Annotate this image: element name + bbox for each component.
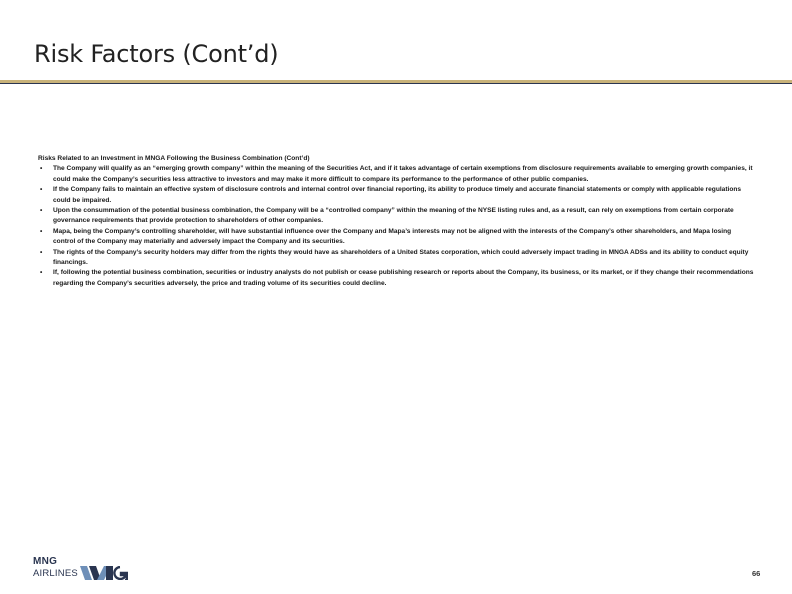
section-heading: Risks Related to an Investment in MNGA Following the Business Combination (Cont’d): [38, 155, 310, 162]
page-number: 66: [752, 569, 761, 578]
bullet-text: If the Company fails to maintain an effective system of disclosure controls and internal control over financial reporting, its ability to produce timely and accurate financial statements or comply with applicable regulations could be impaired.: [53, 186, 742, 204]
bullet-dot-icon: •: [40, 186, 43, 194]
bullet-text: The Company will qualify as an “emerging growth company” within the meaning of the Securities Act, and if it takes advantage of certain exemptions from disclosure requirements available to emerging growth companies, it could make the Company’s securities less attractive to investors and may make it more difficult to compare its performance to the performance of other public companies.: [53, 165, 753, 183]
bullet-text: If, following the potential business combination, securities or industry analysts do not publish or cease publishing research or reports about the Company, its business, or its market, or if they change their recommendations regarding the Company’s securities adversely, the price and trading volume of its securities could decline.: [53, 269, 754, 287]
bullet-item: [38, 185, 754, 206]
bullet-text: Mapa, being the Company’s controlling shareholder, will have substantial influence over the Company and Mapa’s interests may not be aligned with the interests of the Company’s other shareholders, and Mapa losing control of the Company may materially and adversely impact the Company and its securities.: [53, 227, 732, 246]
bullet-dot-icon: •: [40, 269, 43, 277]
bullet-dot-icon: •: [40, 227, 43, 235]
logo-line-airlines: AIRLINES: [33, 568, 78, 579]
bullet-list: [38, 164, 754, 289]
bullet-item: [38, 227, 754, 248]
mng-airlines-logo-mark-icon: [80, 566, 128, 580]
company-logo: [33, 556, 143, 584]
title-divider-navy: [0, 83, 792, 84]
bullet-text: The rights of the Company’s security holders may differ from the rights they would have as shareholders of a United States corporation, which could adversely impact trading in MNGA ADSs and its ability to conduct equity financings.: [53, 248, 749, 267]
content-body: [38, 154, 754, 289]
bullet-dot-icon: •: [40, 207, 43, 215]
bullet-dot-icon: •: [40, 165, 43, 173]
bullet-item: [38, 248, 754, 269]
bullet-dot-icon: •: [40, 248, 43, 256]
slide-title: Risk Factors (Cont’d): [34, 40, 279, 68]
bullet-item: [38, 206, 754, 227]
bullet-item: [38, 164, 754, 185]
bullet-item: [38, 268, 754, 289]
bullet-text: Upon the consummation of the potential business combination, the Company will be a “controlled company” within the meaning of the NYSE listing rules and, as a result, can rely on exemptions from certain corporate governance requirements that provide protection to shareholders of other companies.: [53, 207, 734, 225]
logo-line-mng: MNG: [33, 556, 58, 567]
